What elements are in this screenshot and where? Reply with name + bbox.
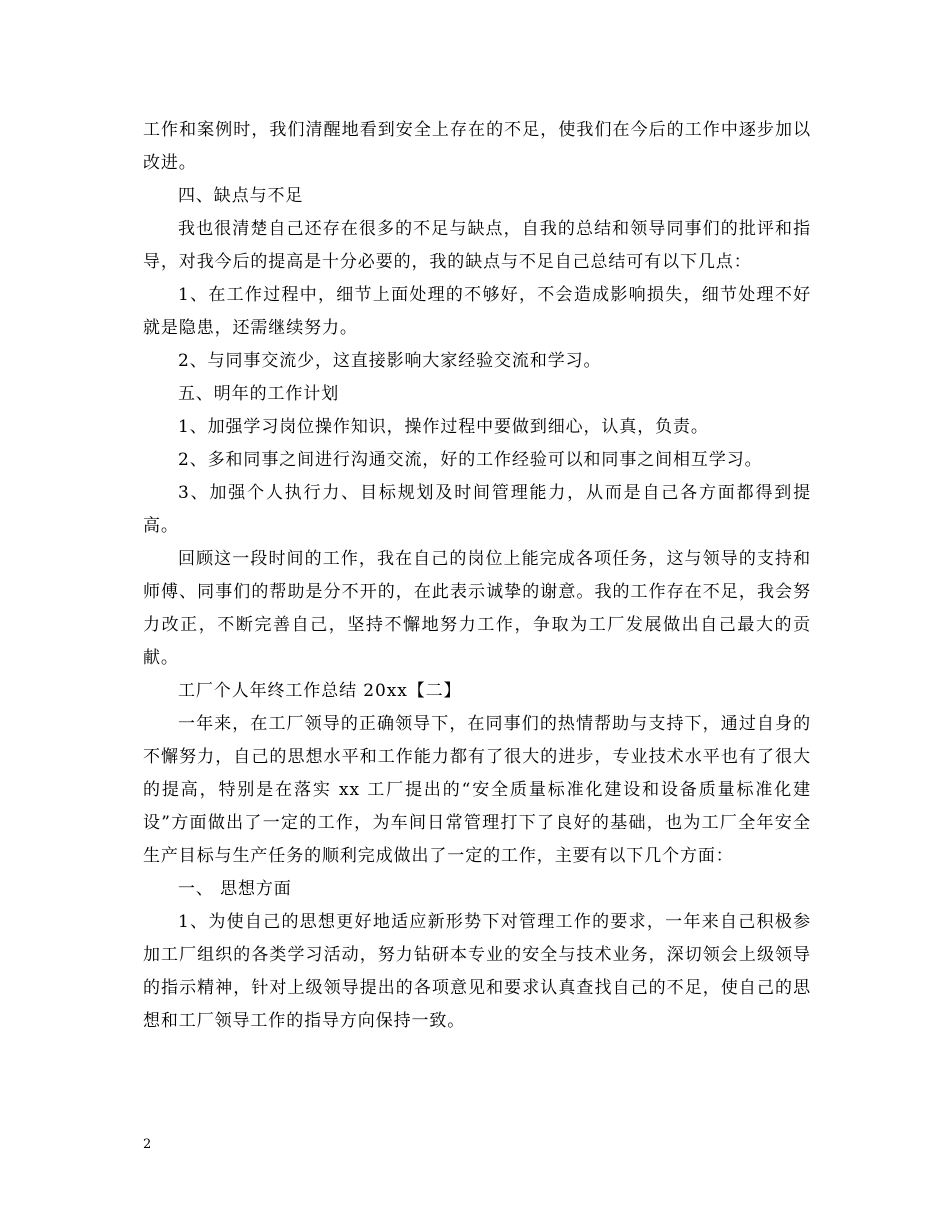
list-item-plan-2: 2、多和同事之间进行沟通交流，好的工作经验可以和同事之间相互学习。	[178, 450, 763, 470]
paragraph-continuation: 工作和案例时，我们清醒地看到安全上存在的不足，使我们在今后的工作中逐步加以改进。	[143, 120, 811, 173]
paragraph-shortcomings-intro: 我也很清楚自己还存在很多的不足与缺点，自我的总结和领导同事们的批评和指导，对我今后的提高是十分必要的，我的缺点与不足自己总结可有以下几点：	[143, 219, 811, 272]
paragraph-review: 回顾这一段时间的工作，我在自己的岗位上能完成各项任务，这与领导的支持和师傅、同事们的帮助是分不开的，在此表示诚挚的谢意。我的工作存在不足，我会努力改正，不断完善自己，坚持不懈地努力工作，争取为工厂发展做出自己最大的贡献。	[143, 549, 811, 668]
page-number: 2	[143, 1137, 152, 1152]
list-item-plan-3: 3、加强个人执行力、目标规划及时间管理能力，从而是自己各方面都得到提高。	[143, 483, 811, 536]
section-heading-shortcomings: 四、缺点与不足	[178, 186, 304, 206]
section-heading-next-year-plan: 五、明年的工作计划	[178, 384, 340, 404]
paragraph-year-summary: 一年来，在工厂领导的正确领导下，在同事们的热情帮助与支持下，通过自身的不懈努力，自己的思想水平和工作能力都有了很大的进步，专业技术水平也有了很大的提高，特别是在落实 xx 工厂提出的“安全质量标准化建设和设备质量标准化建设”方面做出了一定的工作，为车间日常管理打下了良好的基础，也为工厂全年安全生产目标与生产任务的顺利完成做出了一定的工作，主要有以下几个方面：	[143, 714, 811, 866]
section-heading-thinking: 一、 思想方面	[178, 879, 292, 899]
list-item-shortcoming-2: 2、与同事交流少，这直接影响大家经验交流和学习。	[178, 351, 602, 371]
article-title-part-two: 工厂个人年终工作总结 20xx【二】	[178, 681, 462, 701]
document-body	[143, 114, 811, 1038]
list-item-plan-1: 1、加强学习岗位操作知识，操作过程中要做到细心，认真，负责。	[178, 417, 709, 437]
list-item-thinking-1: 1、为使自己的思想更好地适应新形势下对管理工作的要求，一年来自己积极参加工厂组织的各类学习活动，努力钻研本专业的安全与技术业务，深切领会上级领导的指示精神，针对上级领导提出的各项意见和要求认真查找自己的不足，使自己的思想和工厂领导工作的指导方向保持一致。	[143, 912, 811, 1031]
list-item-shortcoming-1: 1、在工作过程中，细节上面处理的不够好，不会造成影响损失，细节处理不好就是隐患，还需继续努力。	[143, 285, 811, 338]
